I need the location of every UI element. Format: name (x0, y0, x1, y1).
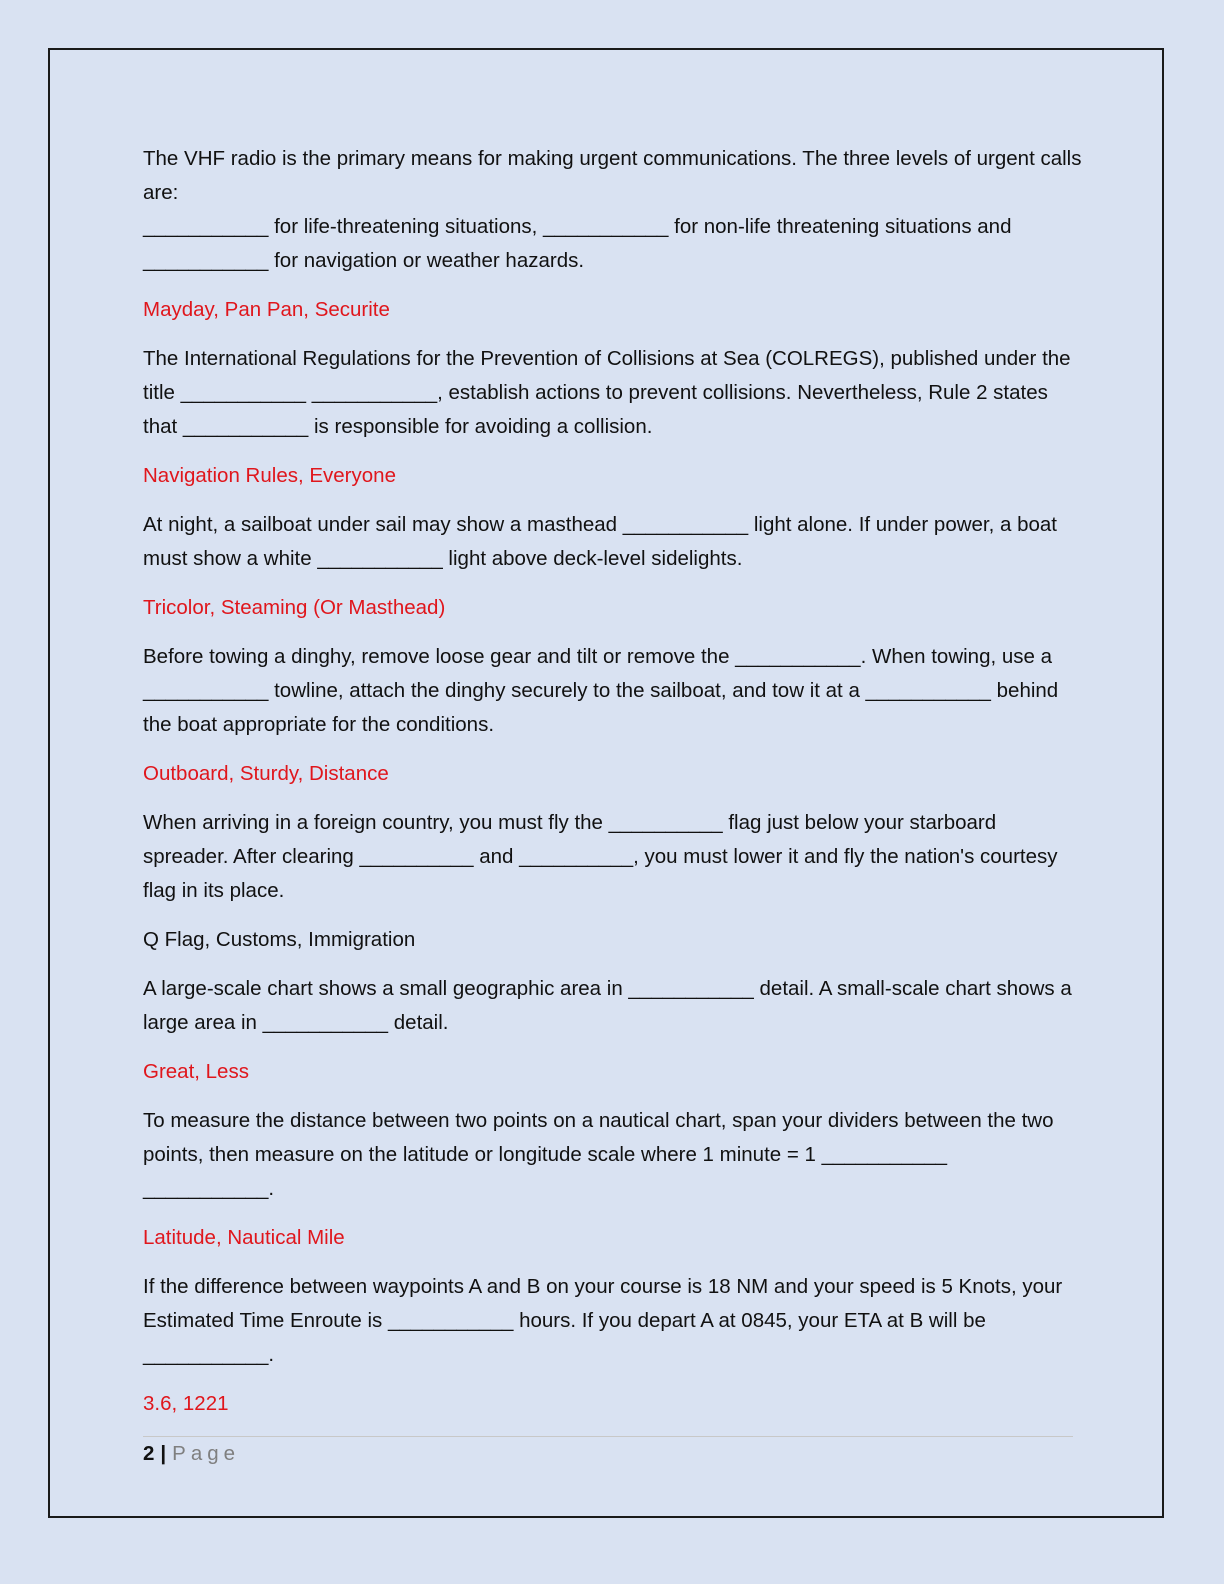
question-7: To measure the distance between two points on a nautical chart, span your dividers between the two points, then measure on the latitude or longitude scale where 1 minute = 1 ___________ ___________. (143, 1109, 1054, 1200)
answer-6: Great, Less (143, 1060, 249, 1083)
question-8: If the difference between waypoints A and B on your course is 18 NM and your speed is 5 Knots, your Estimated Time Enroute is ___________ hours. If you depart A at 0845, your ETA at B will be ___________. (143, 1275, 1063, 1366)
answer-2: Navigation Rules, Everyone (143, 464, 396, 487)
question-2: The International Regulations for the Prevention of Collisions at Sea (COLREGS), published under the title ___________ ___________, establish actions to prevent collisions. Nevertheless, Rule 2 states that ___________ is responsible for avoiding a collision. (143, 347, 1071, 438)
page-number: 2 (143, 1442, 155, 1465)
answer-7: Latitude, Nautical Mile (143, 1226, 345, 1249)
answer-3: Tricolor, Steaming (Or Masthead) (143, 596, 446, 619)
page-label: Page (172, 1442, 241, 1465)
answer-4: Outboard, Sturdy, Distance (143, 762, 389, 785)
footer-separator: | (160, 1442, 167, 1465)
page-footer (143, 1440, 240, 1468)
answer-1: Mayday, Pan Pan, Securite (143, 298, 390, 321)
question-6: A large-scale chart shows a small geographic area in ___________ detail. A small-scale chart shows a large area in ___________ detail. (143, 977, 1072, 1034)
question-1: The VHF radio is the primary means for making urgent communications. The three levels of urgent calls are: ___________ for life-threatening situations, ___________ for non-life threatening situations and ___________ for navigation or weather hazards. (143, 147, 1082, 272)
answer-5: Q Flag, Customs, Immigration (143, 928, 416, 951)
footer-divider (143, 1436, 1073, 1437)
document-body (143, 142, 1083, 1436)
question-5: When arriving in a foreign country, you must fly the __________ flag just below your starboard spreader. After clearing __________ and __________, you must lower it and fly the nation's courtesy flag in its place. (143, 811, 1058, 902)
answer-8: 3.6, 1221 (143, 1392, 229, 1415)
question-3: At night, a sailboat under sail may show a masthead ___________ light alone. If under power, a boat must show a white ___________ light above deck-level sidelights. (143, 513, 1058, 570)
question-4: Before towing a dinghy, remove loose gear and tilt or remove the ___________. When towing, use a ___________ towline, attach the dinghy securely to the sailboat, and tow it at a ___________ behind the boat appropriate for the conditions. (143, 645, 1059, 736)
